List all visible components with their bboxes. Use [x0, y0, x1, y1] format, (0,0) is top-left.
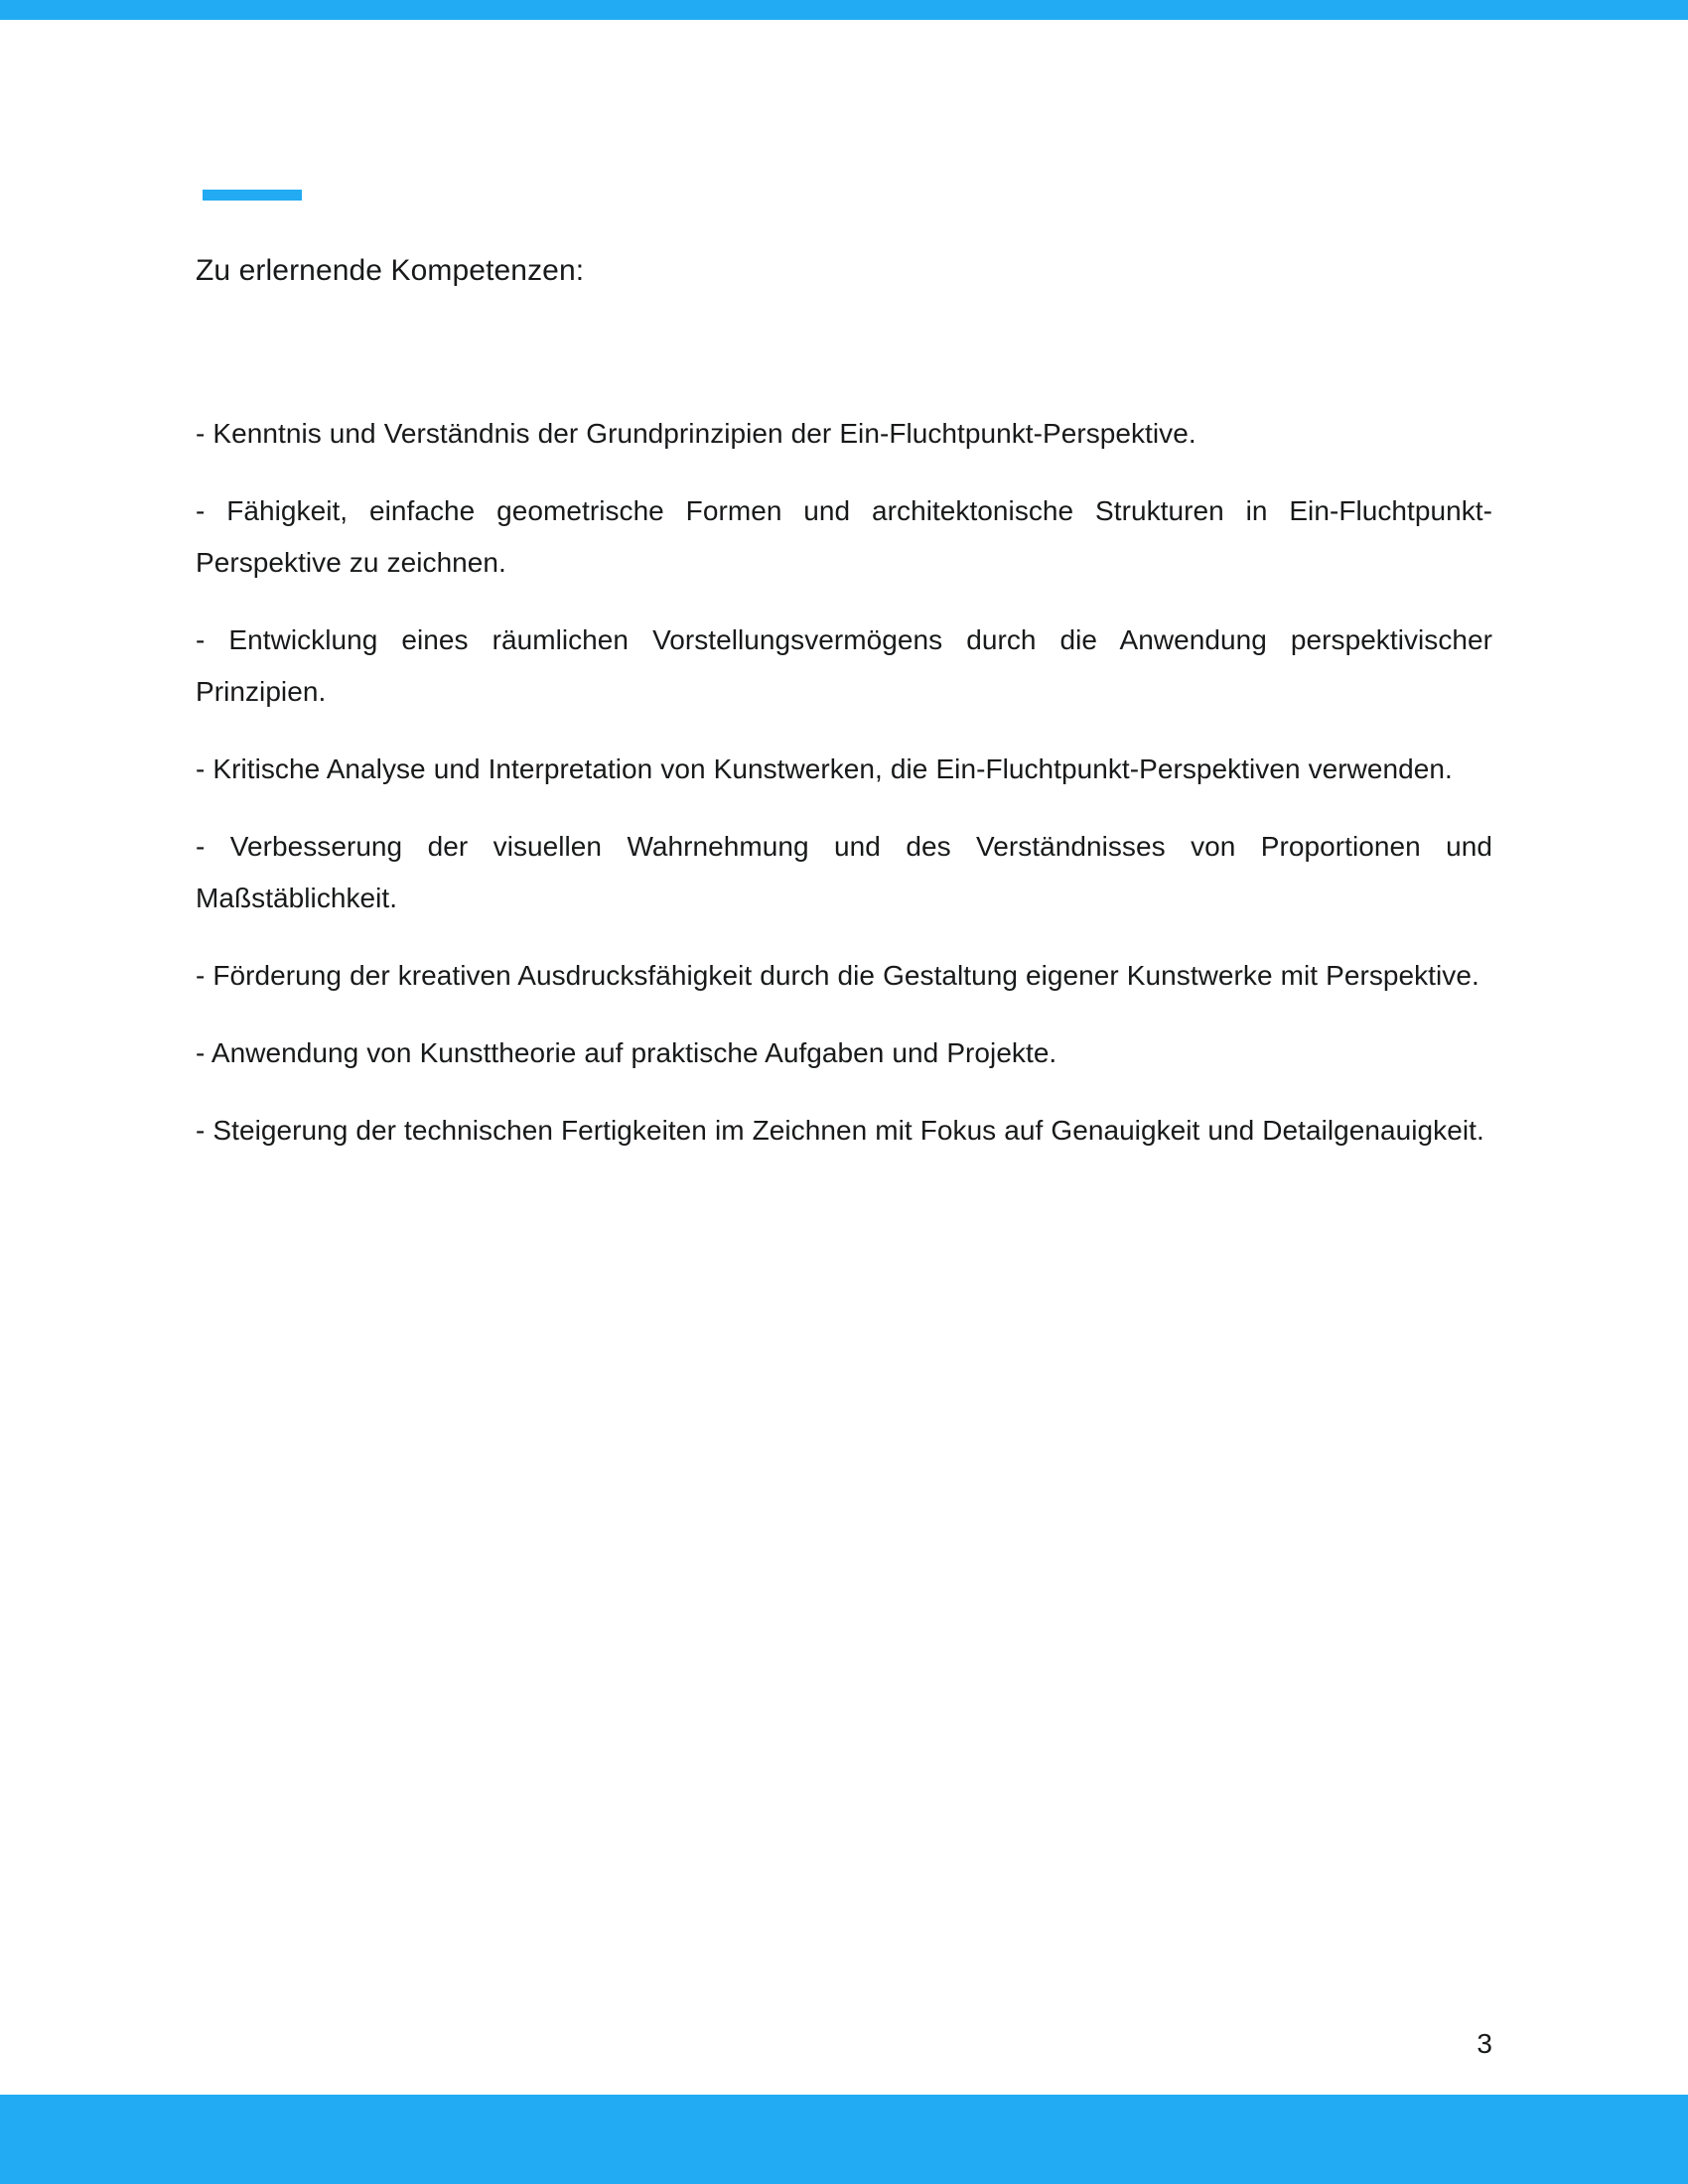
page-title: Zu erlernende Kompetenzen:	[196, 254, 585, 287]
competency-item: - Kenntnis und Verständnis der Grundprinzipien der Ein-Fluchtpunkt-Perspektive.	[196, 418, 1196, 449]
page-content	[196, 0, 1492, 2184]
bottom-accent-bar	[0, 2095, 1688, 2184]
competency-item: - Fähigkeit, einfache geometrische Formen und architektonische Strukturen in Ein-Fluchtpunkt-Perspektive zu zeichnen.	[196, 495, 1492, 578]
competency-item: - Entwicklung eines räumlichen Vorstellungsvermögens durch die Anwendung perspektivischer Prinzipien.	[196, 624, 1492, 707]
competency-item: - Kritische Analyse und Interpretation von Kunstwerken, die Ein-Fluchtpunkt-Perspektiven verwenden.	[196, 753, 1453, 784]
competency-item: - Verbesserung der visuellen Wahrnehmung und des Verständnisses von Proportionen und Maßstäblichkeit.	[196, 831, 1492, 913]
competency-item: - Steigerung der technischen Fertigkeiten im Zeichnen mit Fokus auf Genauigkeit und Detailgenauigkeit.	[196, 1115, 1484, 1146]
page-number: 3	[1477, 2028, 1492, 2059]
competency-list	[196, 408, 1492, 1157]
heading-accent-dash	[203, 190, 302, 201]
competency-item: - Förderung der kreativen Ausdrucksfähigkeit durch die Gestaltung eigener Kunstwerke mit Perspektive.	[196, 960, 1479, 991]
competency-item: - Anwendung von Kunsttheorie auf praktische Aufgaben und Projekte.	[196, 1037, 1057, 1068]
